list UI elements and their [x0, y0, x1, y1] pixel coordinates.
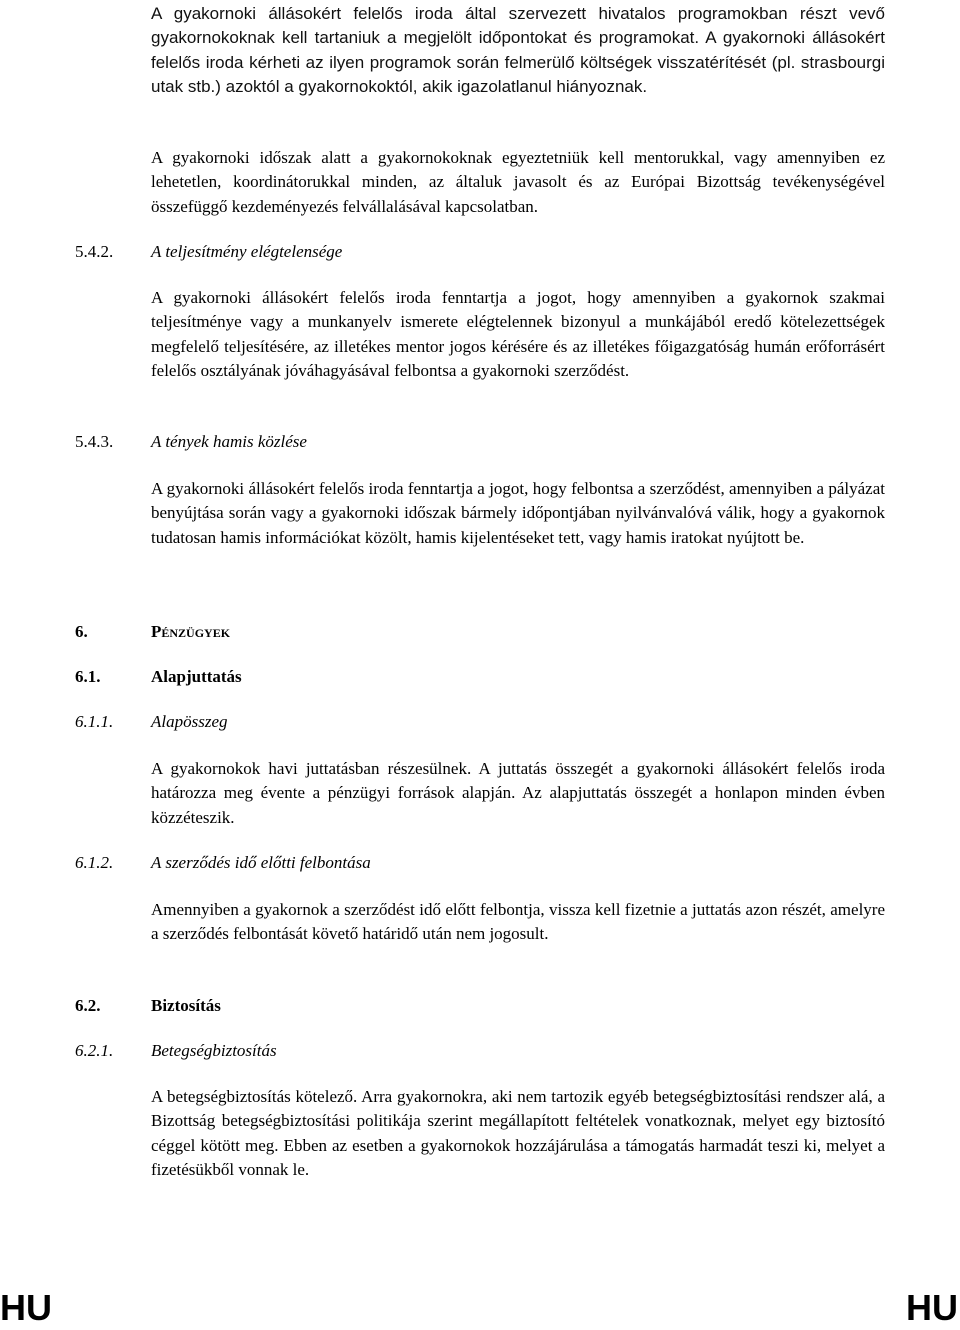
heading-number-5-4-2: 5.4.2. — [75, 242, 114, 261]
heading-title-6-1: Alapjuttatás — [151, 667, 242, 686]
paragraph-false-statements: A gyakornoki állásokért felelős iroda fenntartja a jogot, hogy felbontsa a szerződést, amennyiben a pályázat benyújtása során vagy a gyakornoki időszak bármely időpontjában nyilvánvalóvá válik, hogy a gyakornok tudatosan hamis információkat közölt, hamis kijelentéseket tett, vagy hamis iratokat nyújtott be. — [151, 479, 885, 547]
footer-language-left: HU — [0, 1287, 52, 1328]
paragraph-health-insurance: A betegségbiztosítás kötelező. Arra gyakornokra, aki nem tartozik egyéb betegségbiztosítási rendszer alá, a Bizottság betegségbiztosítási politikája szerint megállapított feltételek vonatkoznak, melyet egy biztosító céggel kötött meg. Ebben az esetben a gyakornokok hozzájárulása a támogatás harmadát teszi ki, melyet a fizetésükből vonnak le. — [151, 1087, 885, 1179]
heading-number-6-1-1: 6.1.1. — [75, 712, 114, 731]
heading-number-5-4-3: 5.4.3. — [75, 432, 114, 451]
heading-title-6-1-1: Alapösszeg — [151, 712, 228, 731]
heading-title-6-1-2: A szerződés idő előtti felbontása — [151, 853, 371, 872]
paragraph-performance: A gyakornoki állásokért felelős iroda fenntartja a jogot, hogy amennyiben a gyakornok szakmai teljesítménye vagy a munkanyelv ismerete elégtelennek bizonyul a munkájából eredő kötelezettségek megfelelő teljesítésére, az illetékes mentor jogos kérésére és az illetékes főigazgatóság humán erőforrásért felelős osztályának jóváhagyásával felbontsa a gyakornoki szerződést. — [151, 288, 885, 380]
paragraph-early-termination: Amennyiben a gyakornok a szerződést idő előtt felbontja, vissza kell fizetnie a juttatás azon részét, amelyre a szerződés felbontását követő határidő után nem jogosult. — [151, 900, 885, 944]
paragraph-monthly-allowance: A gyakornokok havi juttatásban részesülnek. A juttatás összegét a gyakornoki állásokért felelős iroda határozza meg évente a pénzügyi források alapján. Az alapjuttatás összegét a honlapon minden évben közzéteszik. — [151, 759, 885, 827]
heading-number-6: 6. — [75, 622, 88, 641]
heading-title-5-4-2: A teljesítmény elégtelensége — [151, 242, 343, 261]
heading-title-5-4-3: A tények hamis közlése — [151, 432, 307, 451]
heading-number-6-2: 6.2. — [75, 996, 101, 1015]
footer-language-right: HU — [906, 1287, 958, 1328]
paragraph-official-programmes: A gyakornoki állásokért felelős iroda által szervezett hivatalos programokban részt vevő gyakornokoknak kell tartaniuk a megjelölt időpontokat és programokat. A gyakornoki állásokért felelős iroda kérheti az ilyen programok során felmerülő költségek visszatérítését (pl. strasbourgi utak stb.) azoktól a gyakornokoktól, akik igazolatlanul hiányoznak. — [151, 4, 885, 96]
heading-number-6-2-1: 6.2.1. — [75, 1041, 114, 1060]
heading-title-6-2-1: Betegségbiztosítás — [151, 1041, 277, 1060]
heading-number-6-1: 6.1. — [75, 667, 101, 686]
heading-title-6: Pénzügyek — [151, 622, 231, 641]
heading-title-6-2: Biztosítás — [151, 996, 221, 1015]
paragraph-mentor-consultation: A gyakornoki időszak alatt a gyakornokoknak egyeztetniük kell mentorukkal, vagy amennyiben ez lehetetlen, koordinátorukkal minden, az általuk javasolt és az Európai Bizottság tevékenységével összefüggő kezdeményezés felvállalásával kapcsolatban. — [151, 148, 885, 216]
heading-number-6-1-2: 6.1.2. — [75, 853, 114, 872]
